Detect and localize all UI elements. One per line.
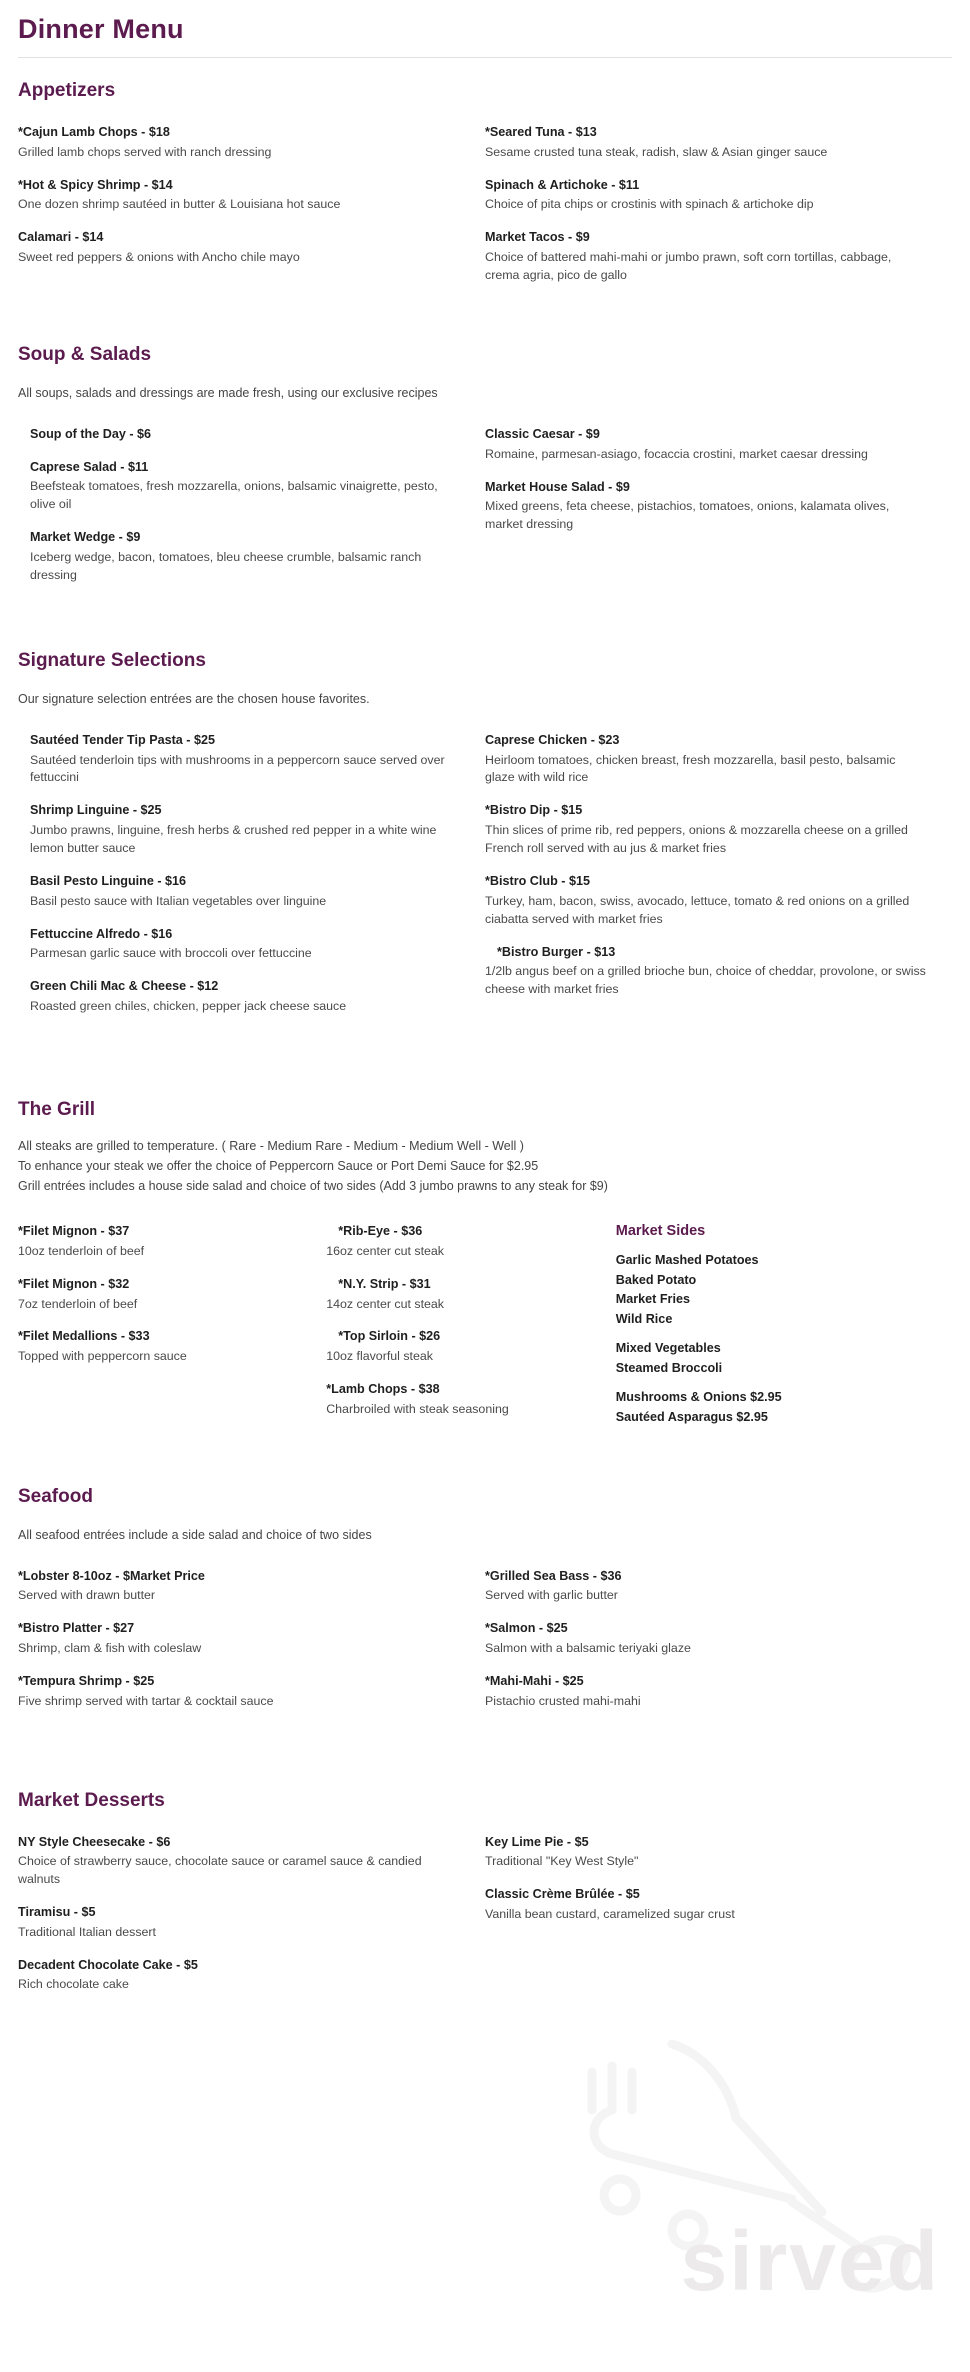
- menu-item-name: Shrimp Linguine - $25: [30, 803, 162, 818]
- menu-item: [18, 124, 461, 162]
- menu-item: [30, 926, 461, 964]
- section-columns: [18, 1544, 952, 1726]
- menu-item-name: Sautéed Tender Tip Pasta - $25: [30, 732, 216, 747]
- menu-item-desc: Shrimp, clam & fish with coleslaw: [18, 1641, 202, 1656]
- column-grill-middle: [326, 1223, 616, 1433]
- section-title: Seafood: [18, 1485, 93, 1507]
- menu-item-desc: Basil pesto sauce with Italian vegetables over linguine: [30, 893, 327, 908]
- menu-item-name: NY Style Cheesecake - $6: [18, 1834, 171, 1849]
- menu-item-name: *Mahi-Mahi - $25: [485, 1674, 584, 1689]
- side-item: Sautéed Asparagus $2.95: [615, 1409, 768, 1424]
- section-columns: [18, 402, 952, 600]
- menu-item-desc: Served with garlic butter: [485, 1588, 618, 1603]
- menu-item-desc: Topped with peppercorn sauce: [18, 1349, 187, 1364]
- menu-item-desc: Mixed greens, feta cheese, pistachios, tomatoes, onions, kalamata olives, market dressing: [485, 499, 890, 532]
- menu-item-name: *Bistro Platter - $27: [18, 1621, 135, 1636]
- section-note: [18, 1121, 952, 1197]
- menu-item-name: Classic Caesar - $9: [485, 426, 600, 441]
- menu-item: [326, 1381, 598, 1419]
- section-columns: [18, 102, 952, 300]
- menu-item-name: Key Lime Pie - $5: [485, 1834, 589, 1849]
- menu-item: [326, 1223, 598, 1261]
- menu-item-desc: Salmon with a balsamic teriyaki glaze: [485, 1641, 691, 1656]
- section-columns: [18, 1197, 952, 1433]
- side-item: Wild Rice: [615, 1311, 673, 1326]
- menu-item-name: Market Tacos - $9: [485, 230, 590, 245]
- menu-item-desc: Romaine, parmesan-asiago, focaccia crostini, market caesar dressing: [485, 446, 868, 461]
- menu-item-name: *Filet Mignon - $32: [18, 1276, 130, 1291]
- menu-item: [485, 229, 928, 285]
- menu-item-desc: Served with drawn butter: [18, 1588, 156, 1603]
- menu-item-desc: Rich chocolate cake: [18, 1977, 129, 1992]
- menu-item: [485, 1886, 928, 1924]
- menu-item: [30, 732, 461, 788]
- column-right: [485, 426, 952, 600]
- menu-item: [30, 802, 461, 858]
- menu-item: [485, 944, 928, 1000]
- menu-item: [326, 1276, 598, 1314]
- sides-spacer: [616, 1329, 952, 1339]
- menu-item: [485, 124, 928, 162]
- side-item: Mushrooms & Onions $2.95: [615, 1390, 782, 1405]
- section-market-desserts: [18, 1726, 952, 2010]
- menu-item-desc: Charbroiled with steak seasoning: [326, 1401, 509, 1416]
- menu-item-name: *Bistro Club - $15: [485, 874, 590, 889]
- menu-item-name: Caprese Chicken - $23: [485, 732, 620, 747]
- menu-item-name: *N.Y. Strip - $31: [338, 1276, 431, 1291]
- column-left: [18, 1834, 485, 2010]
- menu-item-desc: Five shrimp served with tartar & cocktail sauce: [18, 1693, 274, 1708]
- menu-item: [18, 1223, 308, 1261]
- section-seafood: [18, 1434, 952, 1726]
- menu-item-name: *Filet Medallions - $33: [18, 1329, 150, 1344]
- menu-item-desc: Pistachio crusted mahi-mahi: [485, 1693, 641, 1708]
- side-item: Baked Potato: [615, 1272, 697, 1287]
- menu-item: [485, 426, 928, 464]
- section-title: Signature Selections: [18, 649, 206, 671]
- menu-item: [326, 1328, 598, 1366]
- menu-item-name: Tiramisu - $5: [18, 1905, 96, 1920]
- section-signature-selections: [18, 600, 952, 1031]
- menu-item: [18, 1673, 461, 1711]
- menu-item-name: Fettuccine Alfredo - $16: [30, 926, 173, 941]
- menu-item: [30, 459, 461, 515]
- menu-item-name: *Filet Mignon - $37: [18, 1224, 130, 1239]
- column-right: [485, 732, 952, 1031]
- menu-item-desc: Thin slices of prime rib, red peppers, onions & mozzarella cheese on a grilled French roll served with au jus & market fries: [485, 823, 908, 856]
- section-title: Soup & Salads: [18, 343, 152, 365]
- menu-item-name: *Rib-Eye - $36: [338, 1224, 423, 1239]
- menu-item: [18, 1957, 461, 1995]
- menu-item-desc: Choice of strawberry sauce, chocolate sauce or caramel sauce & candied walnuts: [18, 1854, 422, 1887]
- section-note: All seafood entrées include a side salad and choice of two sides: [18, 1527, 372, 1542]
- menu-item: [30, 873, 461, 911]
- menu-item: [18, 1904, 461, 1942]
- menu-item-name: *Cajun Lamb Chops - $18: [18, 125, 170, 139]
- menu-item-name: *Bistro Dip - $15: [485, 803, 583, 818]
- menu-item-desc: Heirloom tomatoes, chicken breast, fresh mozzarella, basil pesto, balsamic glaze with wild rice: [485, 752, 896, 785]
- menu-item-desc: One dozen shrimp sautéed in butter & Louisiana hot sauce: [18, 197, 341, 212]
- menu-item: [30, 426, 461, 444]
- menu-item-name: *Tempura Shrimp - $25: [18, 1674, 155, 1689]
- menu-item-desc: 7oz tenderloin of beef: [18, 1296, 138, 1311]
- menu-item-desc: Beefsteak tomatoes, fresh mozzarella, onions, balsamic vinaigrette, pesto, olive oil: [30, 479, 438, 512]
- column-left: [18, 426, 485, 600]
- market-sides-title: Market Sides: [615, 1223, 706, 1240]
- column-right: [485, 124, 952, 300]
- menu-item: [18, 1276, 308, 1314]
- menu-item-desc: Choice of battered mahi-mahi or jumbo prawn, soft corn tortillas, cabbage, crema agria, pico de gallo: [485, 249, 892, 282]
- menu-item-desc: Traditional "Key West Style": [485, 1854, 639, 1869]
- menu-item-desc: Vanilla bean custard, caramelized sugar crust: [485, 1906, 735, 1921]
- side-item: Mixed Vegetables: [615, 1341, 721, 1356]
- menu-item-desc: Grilled lamb chops served with ranch dressing: [18, 144, 272, 159]
- menu-item-name: Soup of the Day - $6: [30, 426, 152, 441]
- menu-item: [18, 1568, 461, 1606]
- grill-note-line: To enhance your steak we offer the choice of Peppercorn Sauce or Port Demi Sauce for $2.95: [18, 1159, 539, 1174]
- sides-spacer: [616, 1378, 952, 1388]
- section-appetizers: [18, 58, 952, 300]
- menu-item: [485, 177, 928, 215]
- page-title: Dinner Menu: [18, 14, 184, 44]
- menu-item-name: *Bistro Burger - $13: [497, 944, 616, 959]
- menu-item-name: Calamari - $14: [18, 230, 104, 245]
- section-the-grill: [18, 1031, 952, 1434]
- section-columns: [18, 1812, 952, 2010]
- menu-item-desc: 1/2lb angus beef on a grilled brioche bun, choice of cheddar, provolone, or swiss cheese with market fries: [485, 964, 926, 997]
- menu-item: [18, 229, 461, 267]
- column-grill-left: [18, 1223, 326, 1433]
- column-right: [485, 1568, 952, 1726]
- menu-item-desc: Traditional Italian dessert: [18, 1924, 156, 1939]
- menu-item-desc: Jumbo prawns, linguine, fresh herbs & crushed red pepper in a white wine lemon butter sauce: [30, 823, 437, 856]
- section-columns: [18, 708, 952, 1031]
- menu-item-desc: Roasted green chiles, chicken, pepper jack cheese sauce: [30, 998, 347, 1013]
- menu-item-desc: 10oz flavorful steak: [326, 1349, 433, 1364]
- menu-item: [18, 1620, 461, 1658]
- watermark-text: sirved: [680, 2214, 940, 2308]
- column-left: [18, 1568, 485, 1726]
- menu-item-name: *Grilled Sea Bass - $36: [485, 1568, 622, 1583]
- section-soup-salads: [18, 300, 952, 600]
- menu-item-desc: Iceberg wedge, bacon, tomatoes, bleu cheese crumble, balsamic ranch dressing: [30, 549, 422, 582]
- menu-item-desc: Parmesan garlic sauce with broccoli over fettuccine: [30, 946, 312, 961]
- menu-item-name: Market Wedge - $9: [30, 530, 141, 545]
- menu-item: [485, 479, 928, 535]
- menu-item-desc: Sesame crusted tuna steak, radish, slaw & Asian ginger sauce: [485, 144, 828, 159]
- menu-item-desc: 14oz center cut steak: [326, 1296, 444, 1311]
- side-item: Steamed Broccoli: [615, 1360, 723, 1375]
- menu-item-name: Basil Pesto Linguine - $16: [30, 874, 187, 889]
- column-market-sides: [616, 1223, 952, 1433]
- column-left: [18, 124, 485, 300]
- menu-item-name: *Lobster 8-10oz - $Market Price: [18, 1568, 205, 1583]
- grill-note-line: Grill entrées includes a house side salad and choice of two sides (Add 3 jumbo prawns to any steak for $9): [18, 1179, 608, 1194]
- menu-item: [30, 978, 461, 1016]
- menu-item-name: *Top Sirloin - $26: [338, 1329, 441, 1344]
- menu-item: [18, 1328, 308, 1366]
- menu-item-name: Decadent Chocolate Cake - $5: [18, 1957, 198, 1972]
- menu-item-name: Spinach & Artichoke - $11: [485, 177, 640, 192]
- column-left: [18, 732, 485, 1031]
- menu-item-name: *Hot & Spicy Shrimp - $14: [18, 177, 173, 192]
- side-item: Market Fries: [615, 1292, 690, 1307]
- menu-item-name: Caprese Salad - $11: [30, 459, 149, 474]
- section-note: All soups, salads and dressings are made fresh, using our exclusive recipes: [18, 385, 438, 400]
- menu-item-desc: 10oz tenderloin of beef: [18, 1243, 145, 1258]
- column-right: [485, 1834, 952, 2010]
- menu-item-desc: Choice of pita chips or crostinis with spinach & artichoke dip: [485, 197, 814, 212]
- menu-item: [18, 1834, 461, 1890]
- menu-item: [485, 1673, 928, 1711]
- menu-item: [18, 177, 461, 215]
- fork-knife-spoon-icon: [492, 2014, 962, 2314]
- menu-item-name: *Seared Tuna - $13: [485, 125, 597, 139]
- menu-item: [485, 1834, 928, 1872]
- menu-item: [485, 1620, 928, 1658]
- menu-item-desc: Sweet red peppers & onions with Ancho chile mayo: [18, 249, 300, 264]
- menu-item: [30, 529, 461, 585]
- grill-note-line: All steaks are grilled to temperature. ( Rare - Medium Rare - Medium - Medium Well - Well ): [18, 1138, 524, 1153]
- section-title: Market Desserts: [18, 1789, 165, 1811]
- menu-item-name: Classic Crème Brûlée - $5: [485, 1887, 640, 1902]
- side-item: Garlic Mashed Potatoes: [615, 1253, 759, 1268]
- menu-item-name: *Lamb Chops - $38: [326, 1382, 440, 1397]
- menu-item-name: Market House Salad - $9: [485, 479, 630, 494]
- menu-item: [485, 802, 928, 858]
- menu-item-desc: Turkey, ham, bacon, swiss, avocado, lettuce, tomato & red onions on a grilled ciabatta served with market fries: [485, 893, 910, 926]
- menu-item: [485, 732, 928, 788]
- section-note: Our signature selection entrées are the chosen house favorites.: [18, 691, 370, 706]
- menu-item-name: *Salmon - $25: [485, 1621, 568, 1636]
- section-title: The Grill: [18, 1098, 96, 1120]
- menu-item: [485, 873, 928, 929]
- menu-item-name: Green Chili Mac & Cheese - $12: [30, 979, 219, 994]
- menu-item: [485, 1568, 928, 1606]
- menu-item-desc: 16oz center cut steak: [326, 1243, 444, 1258]
- section-title: Appetizers: [18, 80, 116, 101]
- menu-item-desc: Sautéed tenderloin tips with mushrooms in a peppercorn sauce served over fettuccini: [30, 752, 445, 785]
